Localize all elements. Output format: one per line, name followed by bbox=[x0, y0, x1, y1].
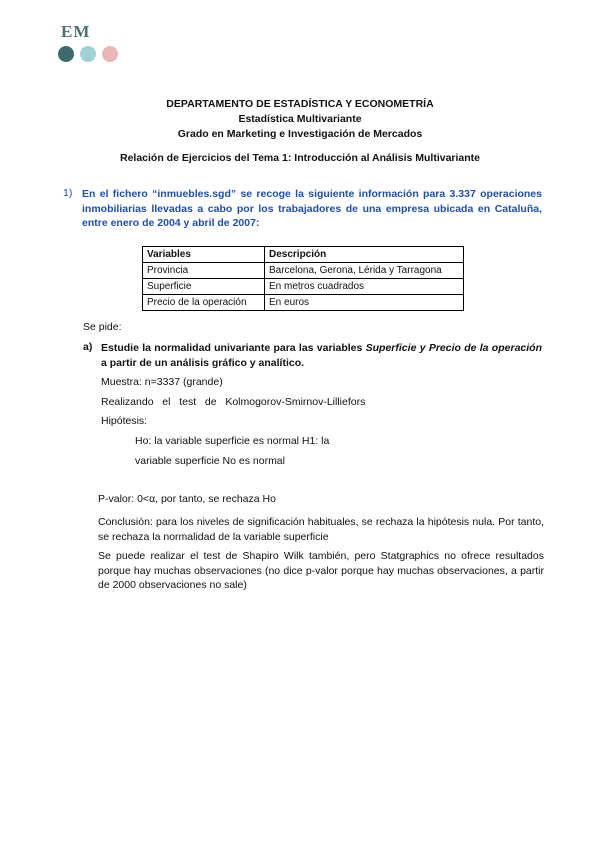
item-a-text-before: Estudie la normalidad univariante para las variables bbox=[101, 342, 366, 354]
answer-muestra: Muestra: n=3337 (grande) bbox=[101, 376, 223, 388]
exercise-number: 1) bbox=[63, 187, 73, 199]
exercise-statement: En el fichero “inmuebles.sgd” se recoge la siguiente información para 3.337 operaciones inmobiliarias llevadas a cabo por los trabajadores de una empresa ubicada en Cataluña, entre enero de 2004 y abril de 2007: bbox=[82, 188, 542, 229]
table-cell: Provincia bbox=[143, 263, 265, 279]
item-a-statement bbox=[101, 341, 542, 370]
answer-hypothesis-line2: variable superficie No es normal bbox=[135, 455, 285, 467]
table-header-description: Descripción bbox=[265, 247, 464, 263]
logo-text: EM bbox=[61, 22, 91, 41]
table-row bbox=[143, 263, 464, 279]
degree-title: Grado en Marketing e Investigación de Mercados bbox=[177, 128, 423, 140]
logo-dot-pink bbox=[102, 46, 118, 62]
answer-shapiro: Se puede realizar el test de Shapiro Wilk también, pero Statgraphics no ofrece resultados porque hay muchas observaciones (no dice p-valor porque hay muchas observaciones, a partir de 2000 observaciones no sale) bbox=[98, 550, 544, 591]
table-cell: En euros bbox=[265, 295, 464, 311]
table-cell: En metros cuadrados bbox=[265, 279, 464, 295]
table-cell: Precio de la operación bbox=[143, 295, 265, 311]
table-cell: Barcelona, Gerona, Lérida y Tarragona bbox=[265, 263, 464, 279]
table-row bbox=[143, 295, 464, 311]
exercise-set-title: Relación de Ejercicios del Tema 1: Introducción al Análisis Multivariante bbox=[119, 152, 481, 164]
item-a-text-italic: Superficie y Precio de la operación bbox=[365, 342, 542, 354]
item-a-label: a) bbox=[83, 341, 93, 353]
table-header-variables: Variables bbox=[143, 247, 265, 263]
department-title: DEPARTAMENTO DE ESTADÍSTICA Y ECONOMETRÍA bbox=[166, 98, 434, 110]
document-header bbox=[0, 97, 600, 142]
table-row bbox=[143, 279, 464, 295]
se-pide-label: Se pide: bbox=[83, 321, 122, 333]
table-cell: Superficie bbox=[143, 279, 265, 295]
item-a-text-after: a partir de un análisis gráfico y analítico. bbox=[101, 356, 305, 369]
table-header-row bbox=[143, 247, 464, 263]
em-logo bbox=[58, 22, 118, 62]
answer-hypothesis-line1: Ho: la variable superficie es normal H1: la bbox=[135, 435, 330, 447]
answer-pvalor: P-valor: 0<α, por tanto, se rechaza Ho bbox=[98, 493, 276, 505]
course-title: Estadística Multivariante bbox=[238, 113, 362, 125]
answer-hipotesis-label: Hipótesis: bbox=[101, 415, 148, 427]
logo-dots bbox=[58, 46, 118, 62]
variables-table bbox=[142, 246, 464, 311]
answer-conclusion: Conclusión: para los niveles de significación habituales, se rechaza la hipótesis nula. Por tanto, se rechaza la normalidad de la variable superficie bbox=[98, 516, 544, 543]
logo-dot-dark bbox=[58, 46, 74, 62]
answer-test: Realizando el test de Kolmogorov-Smirnov-Lilliefors bbox=[101, 396, 366, 408]
logo-dot-light bbox=[80, 46, 96, 62]
